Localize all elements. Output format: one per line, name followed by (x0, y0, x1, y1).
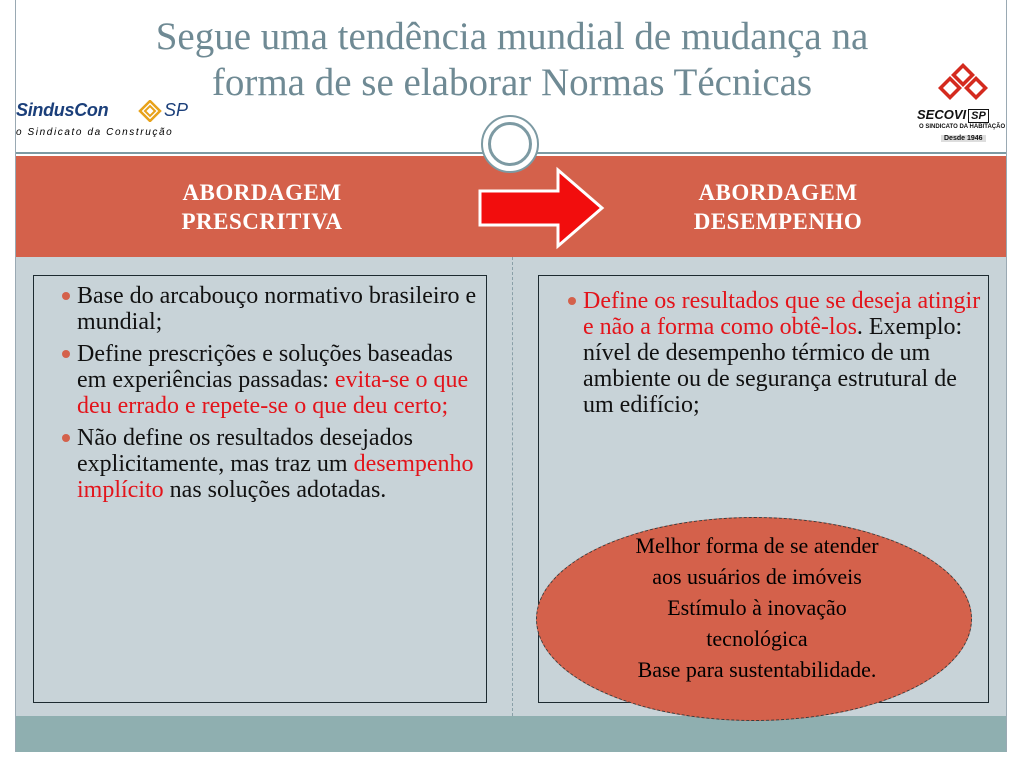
secovi-mark-icon (937, 62, 989, 106)
list-item (77, 341, 485, 419)
secovi-logo-tagline: O SINDICATO DA HABITAÇÃO (919, 124, 1006, 130)
prescriptive-list (77, 283, 485, 509)
list-item-text: nas soluções adotadas. (163, 477, 387, 503)
right-arrow-icon (466, 163, 616, 253)
sinduscon-logo-tagline: o Sindicato da Construção (16, 127, 174, 138)
list-item-text: Define prescrições e soluções baseadas em experiências passadas: (77, 341, 453, 393)
list-item (77, 283, 485, 335)
title-line-1: Segue uma tendência mundial de mudança na (155, 15, 869, 58)
heading-performance-line-1: ABORDAGEM (698, 180, 858, 205)
secovi-logo-name: SECOVI SP (917, 107, 989, 123)
benefit-line: aos usuários de imóveis (652, 564, 862, 589)
list-item-text: Não define os resultados desejados explicitamente, mas traz um (77, 425, 413, 477)
performance-list (583, 288, 983, 418)
benefits-text (577, 530, 937, 685)
benefit-line: Estímulo à inovação (667, 595, 847, 620)
secovi-logo-suffix: SP (968, 109, 989, 123)
benefit-line: Base para sustentabilidade. (637, 657, 877, 682)
heading-prescriptive-line-2: PRESCRITIVA (181, 209, 343, 234)
heading-prescriptive-line-1: ABORDAGEM (182, 180, 342, 205)
sinduscon-mark-icon (138, 100, 162, 122)
heading-performance-line-2: DESEMPENHO (693, 209, 863, 234)
bullet-icon (62, 434, 70, 442)
list-item (583, 288, 983, 418)
title-line-2: forma de se elaborar Normas Técnicas (211, 61, 813, 104)
bullet-icon (568, 297, 576, 305)
sinduscon-logo-name: SindusCon (16, 100, 109, 120)
heading-prescriptive (112, 178, 412, 236)
list-item-highlight: desempenho implícito (77, 451, 474, 503)
benefits-oval (536, 517, 972, 721)
decorative-ring-icon (481, 115, 539, 173)
sinduscon-logo-suffix: SP (164, 100, 189, 120)
sinduscon-logo (16, 100, 196, 144)
list-item-highlight: Define os resultados que se deseja atingir e não a forma como obtê-los (583, 288, 981, 340)
secovi-logo (915, 62, 1011, 148)
prescriptive-box (33, 275, 487, 703)
list-item-text: Base do arcabouço normativo brasileiro e mundial; (77, 283, 477, 335)
secovi-logo-since: Desde 1946 (941, 135, 986, 142)
list-item-text: . Exemplo: nível de desempenho térmico de um ambiente ou de segurança estrutural de um edifício; (583, 314, 963, 418)
column-divider (512, 257, 513, 716)
decorative-ring-inner (488, 122, 532, 166)
benefit-line: tecnológica (706, 626, 808, 651)
bullet-icon (62, 350, 70, 358)
list-item (77, 425, 485, 503)
slide-title (60, 14, 964, 106)
bullet-icon (62, 292, 70, 300)
benefit-line: Melhor forma de se atender (635, 533, 879, 558)
list-item-highlight: evita-se o que deu errado e repete-se o que deu certo; (77, 367, 469, 419)
footer-band (16, 716, 1006, 752)
heading-performance (628, 178, 928, 236)
